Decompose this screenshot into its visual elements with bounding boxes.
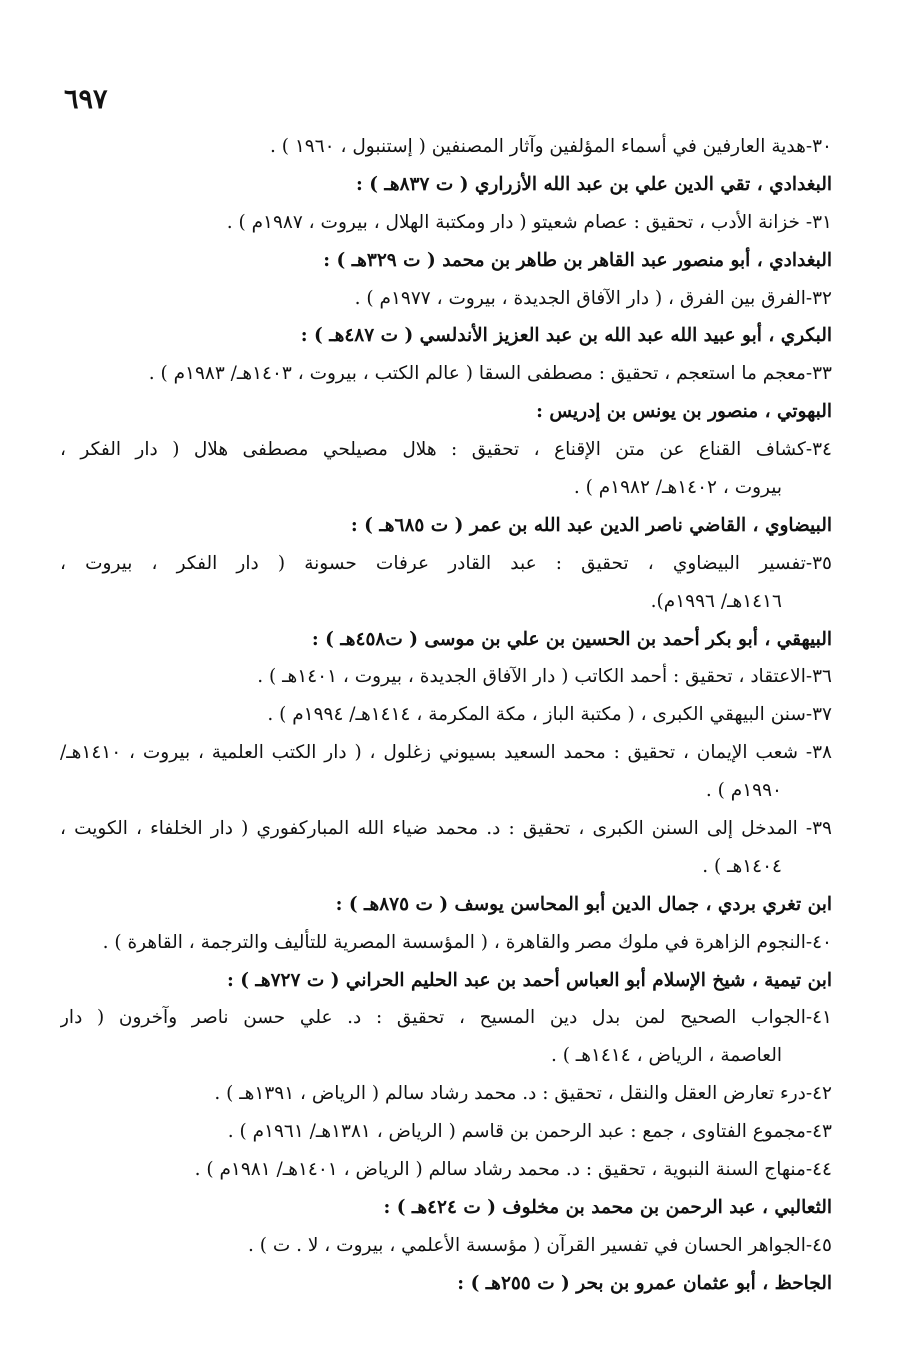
author-heading: ابن تغري بردي ، جمال الدين أبو المحاسن يوسف ( ت ٨٧٥هـ ) : xyxy=(335,893,832,915)
bibliography-entry: ٣٦-الاعتقاد ، تحقيق : أحمد الكاتب ( دار الآفاق الجديدة ، بيروت ، ١٤٠١هـ ) . xyxy=(257,666,832,688)
bibliography-entry: ٤٤-منهاج السنة النبوية ، تحقيق : د. محمد رشاد سالم ( الرياض ، ١٤٠١هـ/ ١٩٨١م ) . xyxy=(194,1159,832,1181)
bibliography-entry-continuation: ١٤٠٤هـ ) . xyxy=(702,855,782,877)
bibliography-entry: ٣٨- شعب الإيمان ، تحقيق : محمد السعيد بسيوني زغلول ، ( دار الكتب العلمية ، بيروت ، ١٤١٠هـ/ xyxy=(60,742,832,764)
bibliography-entry-continuation: العاصمة ، الرياض ، ١٤١٤هـ ) . xyxy=(550,1045,782,1067)
bibliography-entry: ٣٢-الفرق بين الفرق ، ( دار الآفاق الجديدة ، بيروت ، ١٩٧٧م ) . xyxy=(354,287,832,309)
bibliography-entry: ٣١- خزانة الأدب ، تحقيق : عصام شعيتو ( دار ومكتبة الهلال ، بيروت ، ١٩٨٧م ) . xyxy=(226,211,832,233)
bibliography-entry: ٤٠-النجوم الزاهرة في ملوك مصر والقاهرة ، ( المؤسسة المصرية للتأليف والترجمة ، القاهرة ) . xyxy=(102,931,832,953)
author-heading: البكري ، أبو عبيد الله عبد الله بن عبد العزيز الأندلسي ( ت ٤٨٧هـ ) : xyxy=(300,325,832,347)
bibliography-entry-continuation: ١٩٩٠م ) . xyxy=(705,780,782,802)
bibliography-entry: ٣٣-معجم ما استعجم ، تحقيق : مصطفى السقا ( عالم الكتب ، بيروت ، ١٤٠٣هـ/ ١٩٨٣م ) . xyxy=(148,363,832,385)
bibliography-entry: ٣٩- المدخل إلى السنن الكبرى ، تحقيق : د. محمد ضياء الله المباركفوري ( دار الخلفاء ، الكويت ، xyxy=(60,818,832,840)
author-heading: البهوتي ، منصور بن يونس بن إدريس : xyxy=(536,401,832,423)
author-heading: البغدادي ، أبو منصور عبد القاهر بن طاهر بن محمد ( ت ٣٢٩هـ ) : xyxy=(323,249,832,271)
bibliography-entry-continuation: بيروت ، ١٤٠٢هـ/ ١٩٨٢م ) . xyxy=(573,477,782,499)
author-heading: البيهقي ، أبو بكر أحمد بن الحسين بن علي بن موسى ( ت٤٥٨هـ ) : xyxy=(311,628,832,650)
author-heading: البيضاوي ، القاضي ناصر الدين عبد الله بن عمر ( ت ٦٨٥هـ ) : xyxy=(350,514,832,536)
bibliography-entry: ٣٠-هدية العارفين في أسماء المؤلفين وآثار المصنفين ( إستنبول ، ١٩٦٠ ) . xyxy=(270,136,832,157)
bibliography-entry: ٤١-الجواب الصحيح لمن بدل دين المسيح ، تحقيق : د. علي حسن ناصر وآخرون ( دار xyxy=(60,1007,832,1029)
author-heading: الجاحظ ، أبو عثمان عمرو بن بحر ( ت ٢٥٥هـ ) : xyxy=(457,1272,832,1294)
page-number: ٦٩٧ xyxy=(64,84,108,115)
bibliography-entry: ٣٤-كشاف القناع عن متن الإقناع ، تحقيق : هلال مصيلحي مصطفى هلال ( دار الفكر ، xyxy=(60,439,832,461)
author-heading: البغدادي ، تقي الدين علي بن عبد الله الأزراري ( ت ٨٣٧هـ ) : xyxy=(355,173,832,195)
bibliography-entry: ٤٥-الجواهر الحسان في تفسير القرآن ( مؤسسة الأعلمي ، بيروت ، لا . ت ) . xyxy=(247,1234,832,1256)
bibliography-entry-continuation: ١٤١٦هـ/ ١٩٩٦م). xyxy=(650,590,782,612)
author-heading: ابن تيمية ، شيخ الإسلام أبو العباس أحمد بن عبد الحليم الحراني ( ت ٧٢٧هـ ) : xyxy=(226,969,832,991)
bibliography-entry: ٤٣-مجموع الفتاوى ، جمع : عبد الرحمن بن قاسم ( الرياض ، ١٣٨١هـ/ ١٩٦١م ) . xyxy=(227,1121,832,1143)
bibliography-entry: ٣٧-سنن البيهقي الكبرى ، ( مكتبة الباز ، مكة المكرمة ، ١٤١٤هـ/ ١٩٩٤م ) . xyxy=(267,704,832,726)
bibliography-entry: ٣٥-تفسير البيضاوي ، تحقيق : عبد القادر عرفات حسونة ( دار الفكر ، بيروت ، xyxy=(60,552,832,574)
bibliography-list xyxy=(60,128,832,1303)
author-heading: الثعالبي ، عبد الرحمن بن محمد بن مخلوف ( ت ٤٢٤هـ ) : xyxy=(383,1196,832,1218)
bibliography-entry: ٤٢-درء تعارض العقل والنقل ، تحقيق : د. محمد رشاد سالم ( الرياض ، ١٣٩١هـ ) . xyxy=(214,1083,832,1105)
